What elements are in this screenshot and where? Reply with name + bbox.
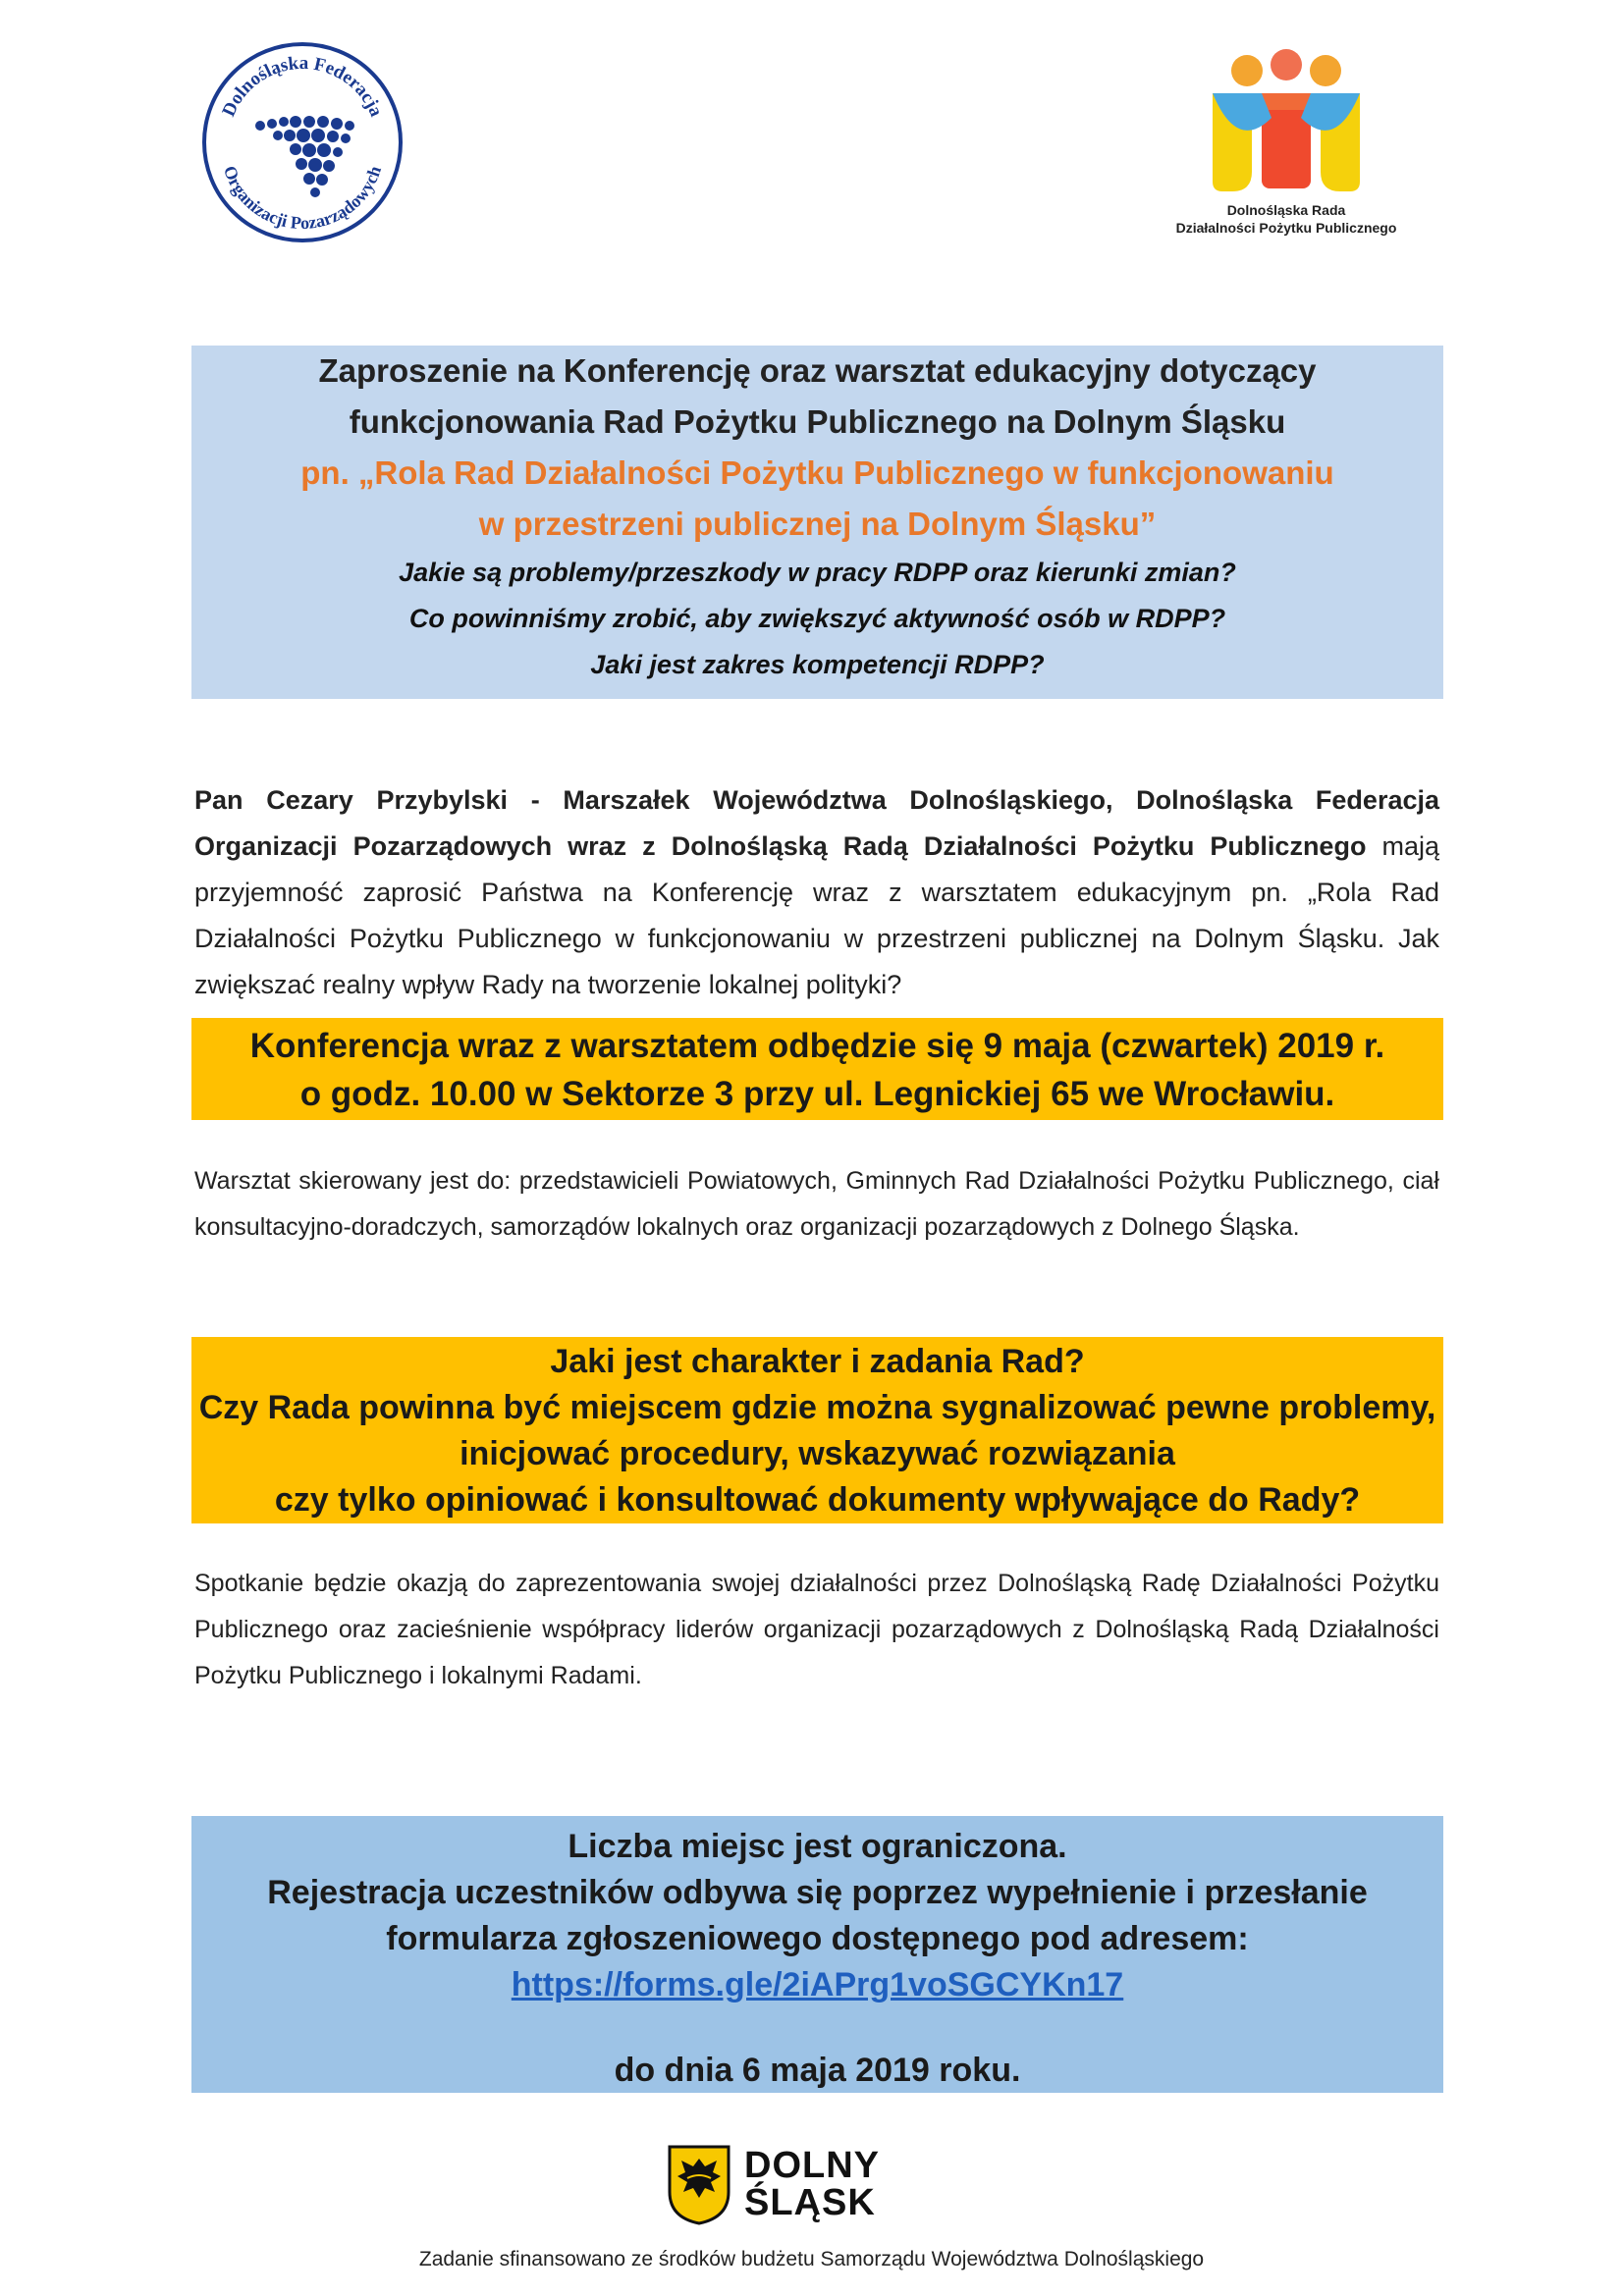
meeting-paragraph: Spotkanie będzie okazją do zaprezentowania swojej działalności przez Dolnośląską Radę Działalności Pożytku Publicznego oraz zacieśnienie współpracy liderów organizacji pozarządowych z Dolnośląską Radą Działalności Pożytku Publicznego i lokalnymi Radami. <box>194 1570 1439 1689</box>
registration-box <box>191 1816 1443 2093</box>
intro-rest: mają przyjemność zaprosić Państwa na Konferencję wraz z warsztatem edukacyjnym pn. „Rola Rad Działalności Pożytku Publicznego w funkcjonowaniu w przestrzeni publicznej na Dolnym Śląsku. Jak zwiększać realny wpływ Rady na tworzenie lokalnej polityki? <box>194 831 1439 999</box>
dolny-slask-logo <box>668 2145 893 2233</box>
registration-line1: Liczba miejsc jest ograniczona. <box>568 1828 1067 1865</box>
drdpp-logo-graphic <box>1203 49 1370 196</box>
questions-line3: inicjować procedury, wskazywać rozwiązania <box>460 1435 1175 1472</box>
questions-line4: czy tylko opiniować i konsultować dokumenty wpływające do Rady? <box>274 1481 1361 1519</box>
drdpp-caption-line2: Działalności Pożytku Publicznego <box>1175 220 1397 236</box>
header-line7: Jaki jest zakres kompetencji RDPP? <box>590 650 1045 679</box>
registration-line3: formularza zgłoszeniowego dostępnego pod adresem: <box>386 1920 1249 1957</box>
header-line1: Zaproszenie na Konferencję oraz warsztat edukacyjny dotyczący <box>318 352 1317 389</box>
intro-paragraph <box>194 777 1439 1008</box>
questions-line2: Czy Rada powinna być miejscem gdzie można sygnalizować pewne problemy, <box>198 1389 1436 1426</box>
header-line2: funkcjonowania Rad Pożytku Publicznego na Dolnym Śląsku <box>349 403 1286 440</box>
intro-bold: Pan Cezary Przybylski - Marszałek Województwa Dolnośląskiego, Dolnośląska Federacja Organizacji Pozarządowych wraz z Dolnośląską Radą Działalności Pożytku Publicznego <box>194 785 1439 861</box>
brand-line1: DOLNY <box>744 2145 880 2186</box>
dfop-ring-text-top: Dolnośląska Federacja <box>218 52 387 120</box>
audience-paragraph: Warsztat skierowany jest do: przedstawicieli Powiatowych, Gminnych Rad Działalności Pożytku Publicznego, ciał konsultacyjno-doradczych, samorządów lokalnych oraz organizacji pozarządowych z Dolnego Śląska. <box>194 1167 1439 1241</box>
date-line2: o godz. 10.00 w Sektorze 3 przy ul. Legnickiej 65 we Wrocławiu. <box>299 1075 1335 1113</box>
registration-link[interactable]: https://forms.gle/2iAPrg1voSGCYKn17 <box>511 1966 1124 2003</box>
dolny-slask-wordmark <box>744 2147 880 2221</box>
header-box <box>191 346 1443 699</box>
drdpp-logo <box>1139 49 1434 245</box>
dots-icon <box>255 116 354 197</box>
questions-box <box>191 1337 1443 1523</box>
brand-line2: ŚLĄSK <box>744 2182 876 2223</box>
eagle-crest-icon <box>668 2145 730 2225</box>
date-box <box>191 1018 1443 1120</box>
header-line5: Jakie są problemy/przeszkody w pracy RDPP oraz kierunki zmian? <box>399 558 1236 587</box>
registration-line2: Rejestracja uczestników odbywa się poprzez wypełnienie i przesłanie <box>267 1874 1368 1911</box>
header-line6: Co powinniśmy zrobić, aby zwiększyć aktywność osób w RDPP? <box>408 604 1226 633</box>
registration-deadline: do dnia 6 maja 2019 roku. <box>614 2052 1021 2089</box>
dfop-logo-graphic <box>199 39 406 245</box>
header-line3: pn. „Rola Rad Działalności Pożytku Publicznego w funkcjonowaniu <box>300 454 1334 491</box>
date-line1: Konferencja wraz z warsztatem odbędzie się 9 maja (czwartek) 2019 r. <box>249 1027 1385 1065</box>
dfop-ring-text-bottom: Organizacji Pozarządowych <box>219 163 386 234</box>
questions-line1: Jaki jest charakter i zadania Rad? <box>550 1343 1085 1380</box>
drdpp-caption-line1: Dolnośląska Rada <box>1226 202 1346 218</box>
dfop-logo <box>199 39 406 245</box>
header-line4: w przestrzeni publicznej na Dolnym Śląsku” <box>478 506 1157 542</box>
footer-note: Zadanie sfinansowano ze środków budżetu Samorządu Województwa Dolnośląskiego <box>418 2248 1205 2270</box>
